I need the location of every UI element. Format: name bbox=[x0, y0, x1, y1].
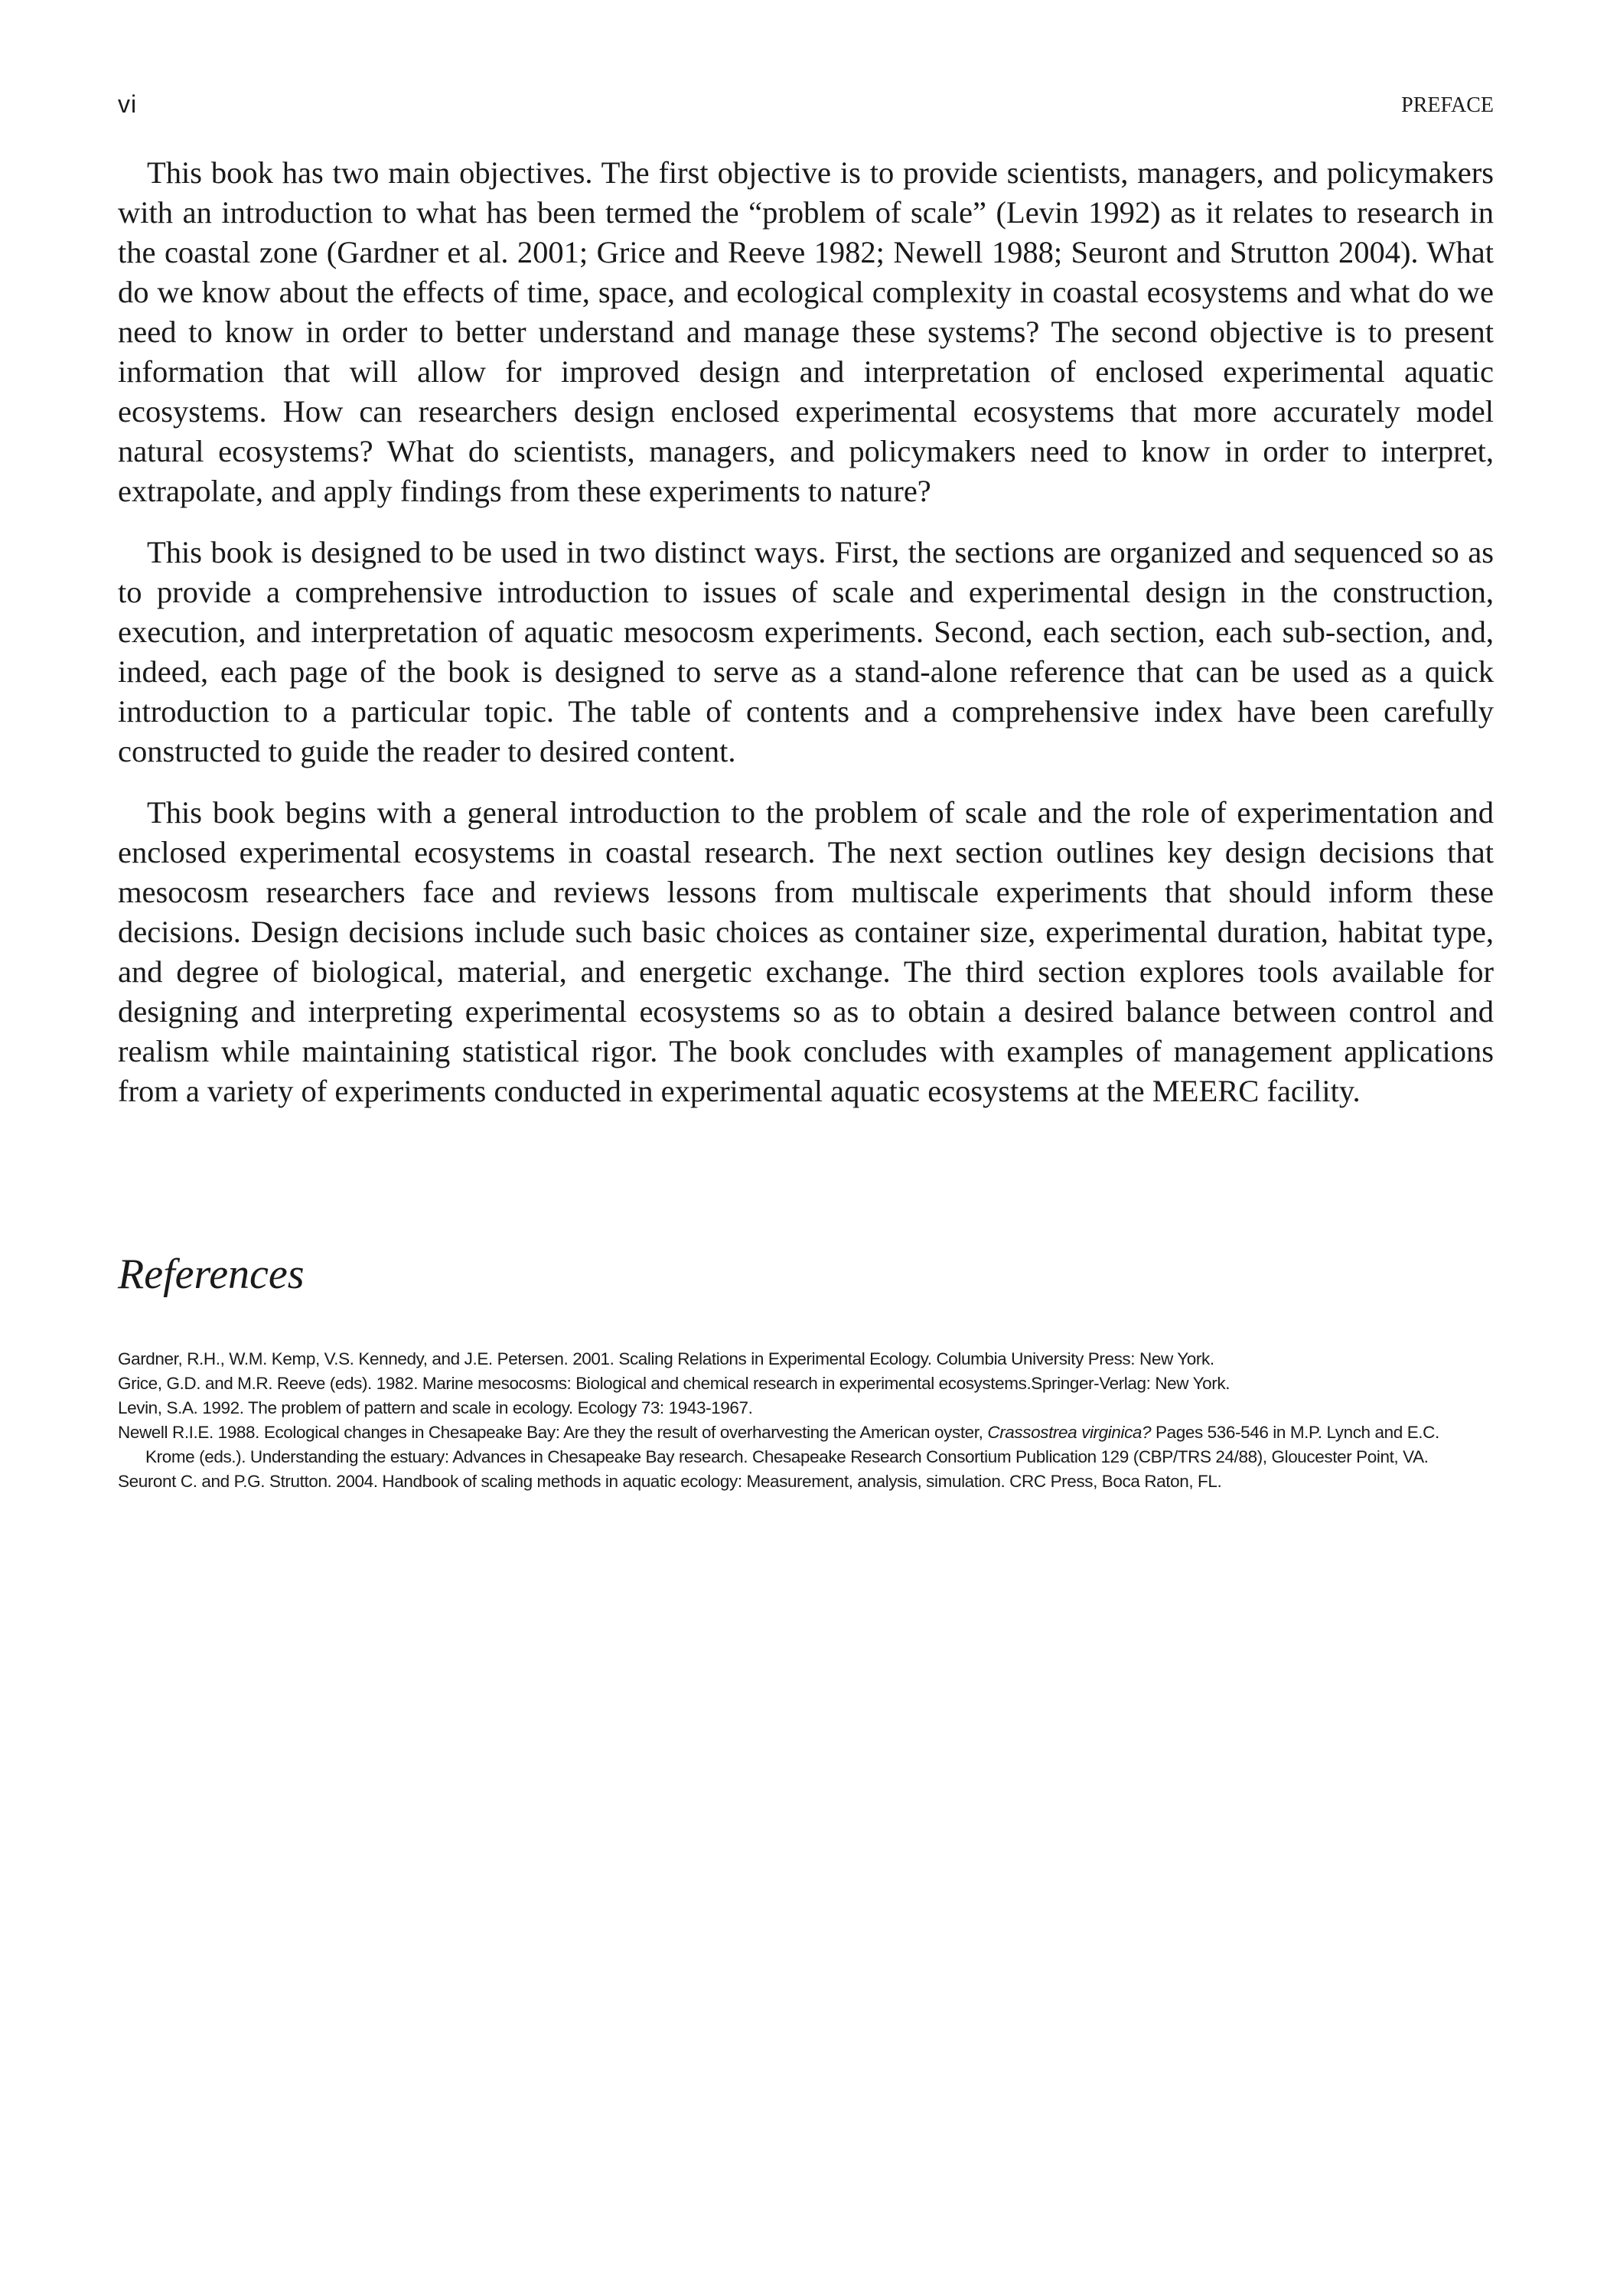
reference-text: Newell R.I.E. 1988. Ecological changes in Chesapeake Bay: Are they the result of overharvesting the American oyster, bbox=[118, 1423, 988, 1442]
paragraph-objectives: This book has two main objectives. The first objective is to provide scientists, managers, and policymakers with an introduction to what has been termed the “problem of scale” (Levin 1992) as it relates to research in the coastal zone (Gardner et al. 2001; Grice and Reeve 1982; Newell 1988; Seuront and Strutton 2004). What do we know about the effects of time, space, and ecological complexity in coastal ecosystems and what do we need to know in order to better understand and manage these systems? The second objective is to present information that will allow for improved design and interpretation of enclosed experimental aquatic ecosystems. How can researchers design enclosed experimental ecosystems that more accurately model natural ecosystems? What do scientists, managers, and policymakers need to know in order to interpret, extrapolate, and apply findings from these experiments to nature? bbox=[118, 155, 1494, 508]
paragraph-usage: This book is designed to be used in two distinct ways. First, the sections are organized and sequenced so as to provide a comprehensive introduction to issues of scale and experimental design in the construction, execution, and interpretation of aquatic mesocosm experiments. Second, each section, each sub-section, and, indeed, each page of the book is designed to serve as a stand-alone reference that can be used as a quick introduction to a particular topic. The table of contents and a comprehensive index have been carefully constructed to guide the reader to desired content. bbox=[118, 535, 1494, 768]
species-name: Crassostrea virginica? bbox=[987, 1423, 1152, 1442]
paragraph-overview: This book begins with a general introduction to the problem of scale and the role of experimentation and enclosed experimental ecosystems in coastal research. The next section outlines key design decisions that mesocosm researchers face and reviews lessons from multiscale experiments that should inform these decisions. Design decisions include such basic choices as container size, experimental duration, habitat type, and degree of biological, material, and energetic exchange. The third section explores tools available for designing and interpreting experimental ecosystems so as to obtain a desired balance between control and realism while maintaining statistical rigor. The book concludes with examples of management applications from a variety of experiments conducted in experimental aquatic ecosystems at the MEERC facility. bbox=[118, 795, 1494, 1108]
references-list bbox=[118, 1347, 1480, 1494]
running-title: PREFACE bbox=[1401, 93, 1494, 117]
reference-item: Levin, S.A. 1992. The problem of pattern and scale in ecology. Ecology 73: 1943-1967. bbox=[118, 1398, 753, 1417]
reference-text: Pages 536-546 in M.P. Lynch and E.C. Krome (eds.). Understanding the estuary: Advances in Chesapeake Bay research. Chesapeake Research Consortium Publication 129 (CBP/TRS 24/88), Gloucester Point, VA. bbox=[145, 1423, 1439, 1466]
references-heading: References bbox=[118, 1251, 305, 1298]
page-number: vi bbox=[118, 90, 138, 118]
reference-item bbox=[118, 1420, 1480, 1469]
running-head bbox=[118, 90, 1494, 121]
reference-item: Grice, G.D. and M.R. Reeve (eds). 1982. Marine mesocosms: Biological and chemical research in experimental ecosystems.Springer-Verlag: New York. bbox=[118, 1374, 1231, 1393]
reference-item: Gardner, R.H., W.M. Kemp, V.S. Kennedy, and J.E. Petersen. 2001. Scaling Relations in Experimental Ecology. Columbia University Press: New York. bbox=[118, 1349, 1214, 1368]
preface-body bbox=[118, 153, 1494, 1133]
reference-item: Seuront C. and P.G. Strutton. 2004. Handbook of scaling methods in aquatic ecology: Measurement, analysis, simulation. CRC Press, Boca Raton, FL. bbox=[118, 1472, 1222, 1491]
